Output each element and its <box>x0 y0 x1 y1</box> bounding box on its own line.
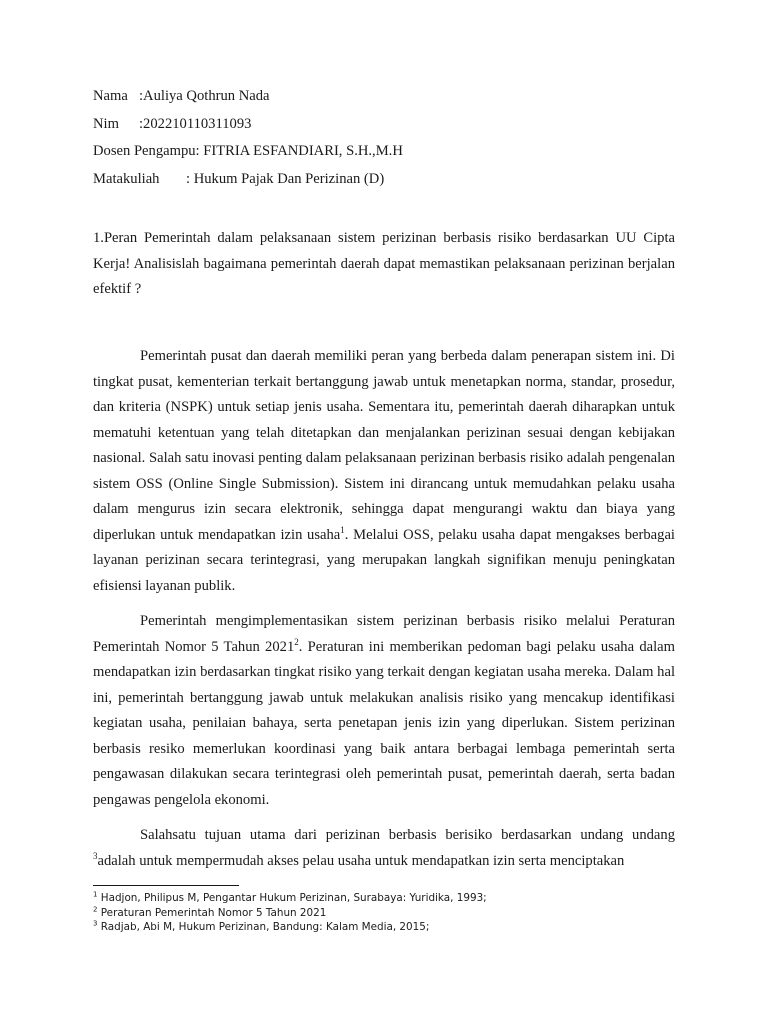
matakuliah-row <box>93 169 683 197</box>
paragraph-1-text-b: . Melalui OSS, pelaku usaha dapat mengakses berbagai layanan perizinan secara terintegrasi, yang merupakan langkah signifikan menuju peningkatan efisiensi layanan publik. <box>93 526 675 594</box>
answer-body <box>93 344 675 884</box>
footnote-separator <box>93 885 239 886</box>
footnote-text: Peraturan Pemerintah Nomor 5 Tahun 2021 <box>100 906 327 919</box>
footnote-ref-1: 1 <box>340 524 345 535</box>
footnote-item <box>93 920 693 935</box>
footnote-number: 1 <box>93 890 98 899</box>
paragraph-3-text-a: Salahsatu tujuan utama dari perizinan berbasis berisiko berdasarkan undang undang <box>140 827 675 843</box>
paragraph-1 <box>93 344 675 599</box>
footnote-number: 2 <box>93 905 98 914</box>
nama-label: Nama <box>93 88 128 104</box>
paragraph-2-text-a: Pemerintah mengimplementasikan sistem perizinan berbasis risiko melalui Peraturan Pemerintah Nomor 5 Tahun 2021 <box>93 613 675 655</box>
student-header <box>93 86 683 196</box>
footnote-item <box>93 906 693 921</box>
dosen-label: Dosen Pengampu: <box>93 143 200 159</box>
paragraph-3-text-b: adalah untuk mempermudah akses pelau usaha untuk mendapatkan izin serta menciptakan <box>97 852 625 869</box>
matakuliah-label: Matakuliah <box>93 170 160 187</box>
dosen-row <box>93 141 683 169</box>
nim-label: Nim <box>93 115 119 132</box>
footnote-ref-2: 2 <box>294 636 299 647</box>
footnote-ref-3: 3 <box>93 850 98 861</box>
footnotes <box>93 891 693 935</box>
nama-row <box>93 86 683 114</box>
paragraph-2 <box>93 609 675 813</box>
question-text: 1.Peran Pemerintah dalam pelaksanaan sistem perizinan berbasis risiko berdasarkan UU Cipta Kerja! Analisislah bagaimana pemerintah daerah dapat memastikan pelaksanaan perizinan berjalan efektif ? <box>93 230 675 297</box>
nim-row <box>93 114 683 142</box>
footnote-text: Hadjon, Philipus M, Pengantar Hukum Perizinan, Surabaya: Yuridika, 1993; <box>100 892 487 904</box>
nama-value: :Auliya Qothrun Nada <box>139 88 270 104</box>
matakuliah-value: : Hukum Pajak Dan Perizinan (D) <box>186 170 385 187</box>
footnote-number: 3 <box>93 919 98 928</box>
footnote-item <box>93 891 693 906</box>
paragraph-3 <box>93 823 675 874</box>
nim-value: :202210110311093 <box>139 115 252 132</box>
footnote-text: Radjab, Abi M, Hukum Perizinan, Bandung: Kalam Media, 2015; <box>100 921 430 933</box>
paragraph-2-text-b: . Peraturan ini memberikan pedoman bagi pelaku usaha dalam mendapatkan izin berdasarkan tingkat risiko yang terkait dengan kegiatan usaha mereka. Dalam hal ini, pemerintah bertanggung jawab untuk melakukan analisis risiko yang mencakup identifikasi kegiatan usaha, penilaian bahaya, serta penetapan jenis izin yang diperlukan. Sistem perizinan berbasis resiko memerlukan koordinasi yang baik antara berbagai lembaga pemerintah serta pengawasan dilakukan secara terintegrasi oleh pemerintah pusat, pemerintah daerah, serta badan pengawas pengelola ekonomi. <box>93 638 675 808</box>
dosen-value: FITRIA ESFANDIARI, S.H.,M.H <box>203 143 403 159</box>
paragraph-1-text-a: Pemerintah pusat dan daerah memiliki peran yang berbeda dalam penerapan sistem ini. Di tingkat pusat, kementerian terkait bertanggung jawab untuk menetapkan norma, standar, prosedur, dan kriteria (NSPK) untuk setiap jenis usaha. Sementara itu, pemerintah daerah diharapkan untuk mematuhi ketentuan yang telah ditetapkan dan menjalankan perizinan sesuai dengan kebijakan nasional. Salah satu inovasi penting dalam pelaksanaan perizinan berbasis risiko adalah pengenalan sistem OSS (Online Single Submission). Sistem ini dirancang untuk memudahkan pelaku usaha dalam mengurus izin secara elektronik, sehingga dapat mengurangi waktu dan biaya yang diperlukan untuk mendapatkan izin usaha <box>93 348 675 543</box>
